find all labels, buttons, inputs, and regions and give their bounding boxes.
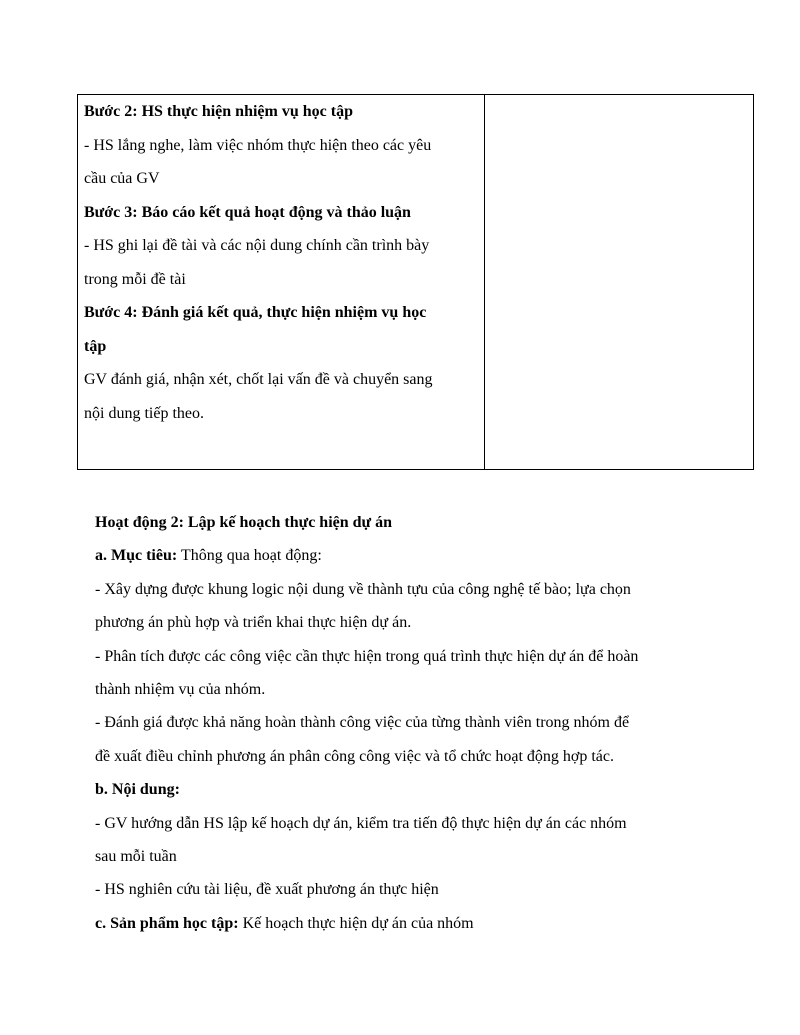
step2-heading: Bước 2: HS thực hiện nhiệm vụ học tập — [84, 103, 353, 120]
activity2-section — [95, 506, 735, 940]
step3-line: trong mỗi đề tài — [84, 270, 186, 288]
content-item-line: - GV hướng dẫn HS lập kế hoạch dự án, kiểm tra tiến độ thực hiện dự án các nhóm — [95, 814, 627, 832]
content-item-line: sau mỗi tuần — [95, 848, 177, 866]
content-label: b. Nội dung: — [95, 781, 180, 799]
objective-line — [95, 539, 735, 572]
objective-text: Thông qua hoạt động: — [177, 547, 322, 565]
step4-heading: tập — [84, 337, 107, 355]
step2-line: - HS lắng nghe, làm việc nhóm thực hiện theo các yêu — [84, 136, 432, 154]
table-cell-right — [485, 95, 753, 469]
objective-item-line: thành nhiệm vụ của nhóm. — [95, 681, 266, 699]
step4-line: nội dung tiếp theo. — [84, 404, 204, 422]
activity2-title: Hoạt động 2: Lập kế hoạch thực hiện dự án — [95, 514, 393, 531]
step4-line: GV đánh giá, nhận xét, chốt lại vấn đề và chuyển sang — [84, 371, 433, 388]
table-cell-left — [78, 95, 485, 469]
step3-heading: Bước 3: Báo cáo kết quả hoạt động và thảo luận — [84, 203, 411, 221]
objective-label: a. Mục tiêu: — [95, 547, 178, 565]
step3-line: - HS ghi lại đề tài và các nội dung chính cần trình bày — [84, 237, 430, 254]
step4-heading: Bước 4: Đánh giá kết quả, thực hiện nhiệm vụ học — [84, 304, 427, 321]
product-text: Kế hoạch thực hiện dự án của nhóm — [238, 914, 474, 932]
activity-table — [77, 94, 754, 470]
content-item-line: - HS nghiên cứu tài liệu, đề xuất phương án thực hiện — [95, 881, 439, 899]
objective-item-line: - Xây dựng được khung logic nội dung về thành tựu của công nghệ tế bào; lựa chọn — [95, 580, 631, 598]
objective-item-line: - Đánh giá được khả năng hoàn thành công việc của từng thành viên trong nhóm để — [95, 714, 630, 732]
objective-item-line: phương án phù hợp và triển khai thực hiện dự án. — [95, 614, 412, 632]
step2-line: cầu của GV — [84, 170, 160, 187]
product-label: c. Sản phẩm học tập: — [95, 914, 239, 932]
objective-item-line: - Phân tích được các công việc cần thực hiện trong quá trình thực hiện dự án để hoàn — [95, 647, 639, 665]
product-line — [95, 907, 735, 940]
objective-item-line: đề xuất điều chỉnh phương án phân công công việc và tổ chức hoạt động hợp tác. — [95, 747, 615, 765]
